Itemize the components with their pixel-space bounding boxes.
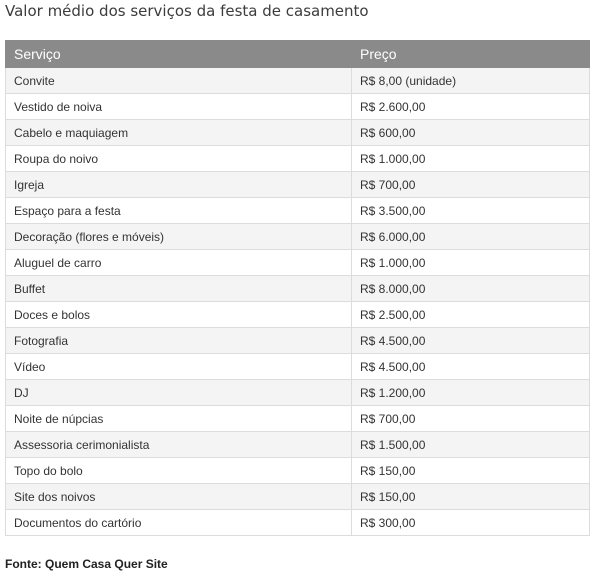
column-header-price: Preço — [352, 41, 590, 68]
service-cell: Noite de núpcias — [6, 406, 352, 432]
table-row — [6, 458, 590, 484]
table-row — [6, 484, 590, 510]
service-cell: Cabelo e maquiagem — [6, 120, 352, 146]
service-cell: Assessoria cerimonialista — [6, 432, 352, 458]
service-cell: Aluguel de carro — [6, 250, 352, 276]
source-note: Fonte: Quem Casa Quer Site — [5, 557, 168, 571]
price-cell: R$ 600,00 — [352, 120, 590, 146]
table-row — [6, 224, 590, 250]
table-header-row — [6, 41, 590, 68]
service-cell: Espaço para a festa — [6, 198, 352, 224]
price-cell: R$ 700,00 — [352, 172, 590, 198]
price-cell: R$ 8.000,00 — [352, 276, 590, 302]
price-table — [5, 40, 590, 536]
price-cell: R$ 700,00 — [352, 406, 590, 432]
price-cell: R$ 4.500,00 — [352, 354, 590, 380]
service-cell: Documentos do cartório — [6, 510, 352, 536]
table-row — [6, 380, 590, 406]
table-body — [6, 68, 590, 536]
service-cell: Topo do bolo — [6, 458, 352, 484]
table-row — [6, 328, 590, 354]
price-cell: R$ 150,00 — [352, 458, 590, 484]
table-row — [6, 432, 590, 458]
price-cell: R$ 1.200,00 — [352, 380, 590, 406]
price-cell: R$ 2.500,00 — [352, 302, 590, 328]
table-row — [6, 68, 590, 94]
table-row — [6, 94, 590, 120]
price-cell: R$ 6.000,00 — [352, 224, 590, 250]
page-title: Valor médio dos serviços da festa de casamento — [5, 2, 369, 20]
service-cell: Igreja — [6, 172, 352, 198]
table-row — [6, 354, 590, 380]
table-row — [6, 120, 590, 146]
service-cell: Vídeo — [6, 354, 352, 380]
service-cell: Vestido de noiva — [6, 94, 352, 120]
price-cell: R$ 150,00 — [352, 484, 590, 510]
price-cell: R$ 1.000,00 — [352, 146, 590, 172]
service-cell: Fotografia — [6, 328, 352, 354]
table-row — [6, 172, 590, 198]
service-cell: Roupa do noivo — [6, 146, 352, 172]
price-cell: R$ 3.500,00 — [352, 198, 590, 224]
table-row — [6, 146, 590, 172]
service-cell: Convite — [6, 68, 352, 94]
table-row — [6, 302, 590, 328]
price-cell: R$ 300,00 — [352, 510, 590, 536]
table-row — [6, 406, 590, 432]
service-cell: Doces e bolos — [6, 302, 352, 328]
table-row — [6, 250, 590, 276]
service-cell: DJ — [6, 380, 352, 406]
table-row — [6, 198, 590, 224]
table-row — [6, 276, 590, 302]
price-cell: R$ 1.000,00 — [352, 250, 590, 276]
service-cell: Decoração (flores e móveis) — [6, 224, 352, 250]
table-row — [6, 510, 590, 536]
service-cell: Site dos noivos — [6, 484, 352, 510]
service-cell: Buffet — [6, 276, 352, 302]
column-header-service: Serviço — [6, 41, 352, 68]
price-cell: R$ 4.500,00 — [352, 328, 590, 354]
price-cell: R$ 8,00 (unidade) — [352, 68, 590, 94]
price-cell: R$ 1.500,00 — [352, 432, 590, 458]
price-cell: R$ 2.600,00 — [352, 94, 590, 120]
